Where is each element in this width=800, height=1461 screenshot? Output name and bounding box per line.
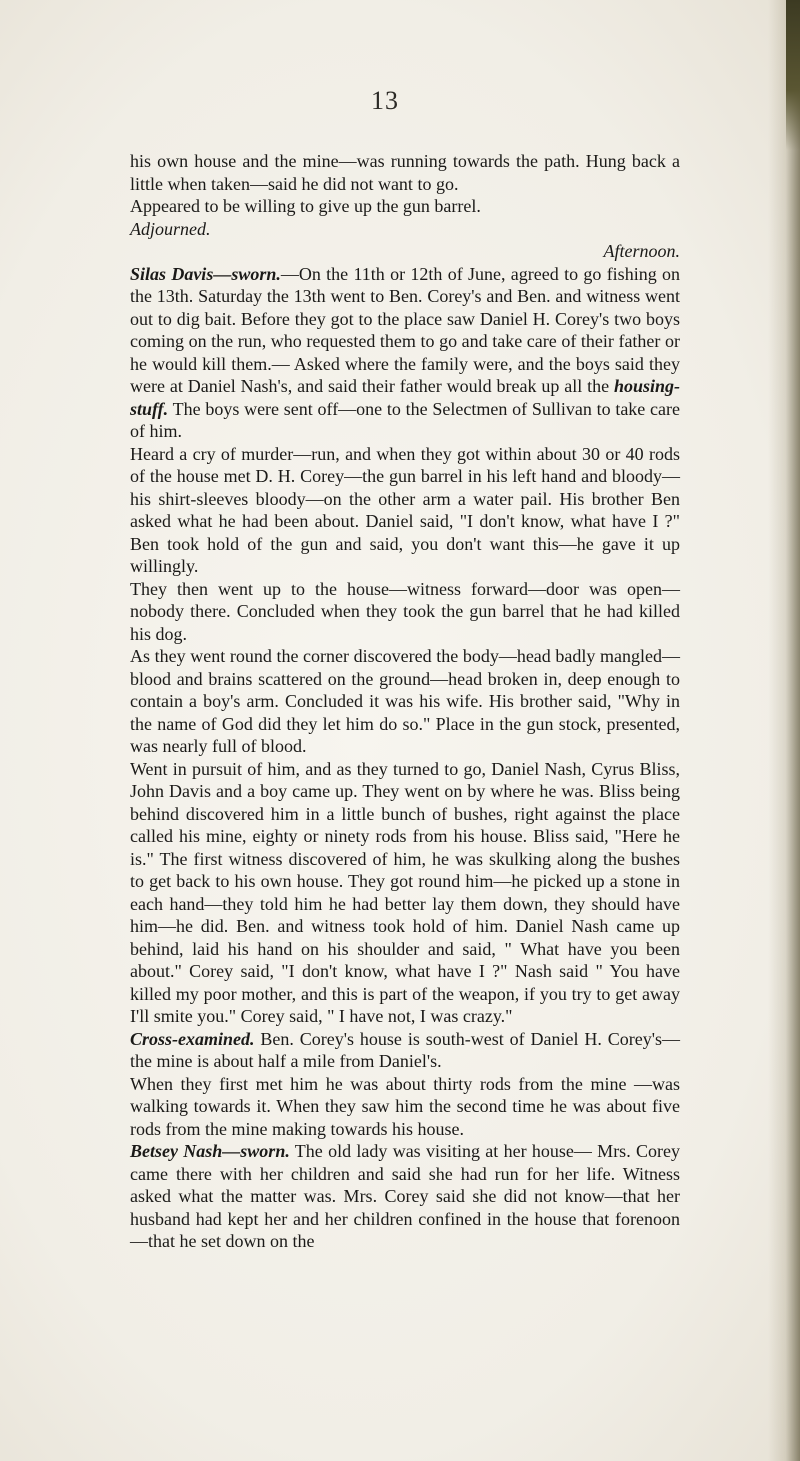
paragraph — [130, 1140, 680, 1253]
paragraph: As they went round the corner discovered the body—head badly mangled—blood and brains scattered on the ground—head broken in, deep enough to contain a boy's arm. Concluded it was his wife. His brother said, "Why in the name of God did they let him do so." Place in the gun stock, presented, was nearly full of blood. — [130, 646, 680, 756]
witness-name: Silas Davis—sworn. — [130, 263, 281, 284]
section-heading-afternoon: Afternoon. — [603, 241, 680, 261]
emphasis-text: housing-stuff. — [130, 376, 680, 419]
paragraph-text: —On the 11th or 12th of June, agreed to go fishing on the 13th. Saturday the 13th went to Ben. Corey's and Ben. and witness went out to dig bait. Before they got to the place saw Daniel H. Corey's two boys coming on the run, who requested them to go and take care of their father or he would kill them.— Asked where the family were, and the boys said they were at Daniel Nash's, and said their father would break up all the — [130, 263, 680, 396]
page-number: 13 — [371, 86, 399, 115]
paragraph-text: The boys were sent off—one to the Selectmen of Sullivan to take care of him. — [130, 398, 680, 441]
paragraph — [130, 263, 680, 443]
page-edge-binding — [786, 0, 800, 150]
paragraph: They then went up to the house—witness forward—door was open—nobody there. Concluded when they took the gun barrel that he had killed his dog. — [130, 578, 680, 644]
paragraph: When they first met him he was about thirty rods from the mine —was walking towards it. When they saw him the second time he was about five rods from the mine making towards his house. — [130, 1073, 680, 1139]
paragraph: Went in pursuit of him, and as they turned to go, Daniel Nash, Cyrus Bliss, John Davis and a boy came up. They went on by where he was. Bliss being behind discovered him in a little bunch of bushes, right against the place called his mine, eighty or ninety rods from his house. Bliss said, "Here he is." The first witness discovered of him, he was skulking along the bushes to get back to his own house. They got round him—he picked up a stone in each hand—they told him he had better lay them down, they should have him—he did. Ben. and witness took hold of him. Daniel Nash came up behind, laid his hand on his shoulder and said, " What have you been about." Corey said, "I don't know, what have I ?" Nash said " You have killed my poor mother, and this is part of the weapon, if you try to get away I'll smite you." Corey said, " I have not, I was crazy." — [130, 758, 680, 1026]
paragraph: Appeared to be willing to give up the gun barrel. — [130, 196, 481, 216]
cross-examined-label: Cross-examined. — [130, 1028, 255, 1049]
paragraph-text: Ben. Corey's house is south-west of Daniel H. Corey's—the mine is about half a mile from Daniel's. — [130, 1028, 680, 1071]
page-edge-shadow — [768, 0, 800, 1461]
paragraph: Heard a cry of murder—run, and when they got within about 30 or 40 rods of the house met D. H. Corey—the gun barrel in his left hand and bloody—his shirt-sleeves bloody—on the other arm a water pail. His brother Ben asked what he had been about. Daniel said, "I don't know, what have I ?" Ben took hold of the gun and said, you don't want this—he gave it up willingly. — [130, 443, 680, 576]
paragraph-text: The old lady was visiting at her house— Mrs. Corey came there with her children and said she had run for her life. Witness asked what the matter was. Mrs. Corey said she did not know—that her husband had kept her and her children confined in the house that forenoon—that he set down on the — [130, 1141, 680, 1251]
adjourned-note: Adjourned. — [130, 218, 211, 239]
body-text — [130, 150, 680, 1253]
witness-name: Betsey Nash—sworn. — [130, 1141, 290, 1161]
paragraph — [130, 1028, 680, 1073]
paragraph: his own house and the mine—was running towards the path. Hung back a little when taken—said he did not want to go. — [130, 151, 680, 194]
